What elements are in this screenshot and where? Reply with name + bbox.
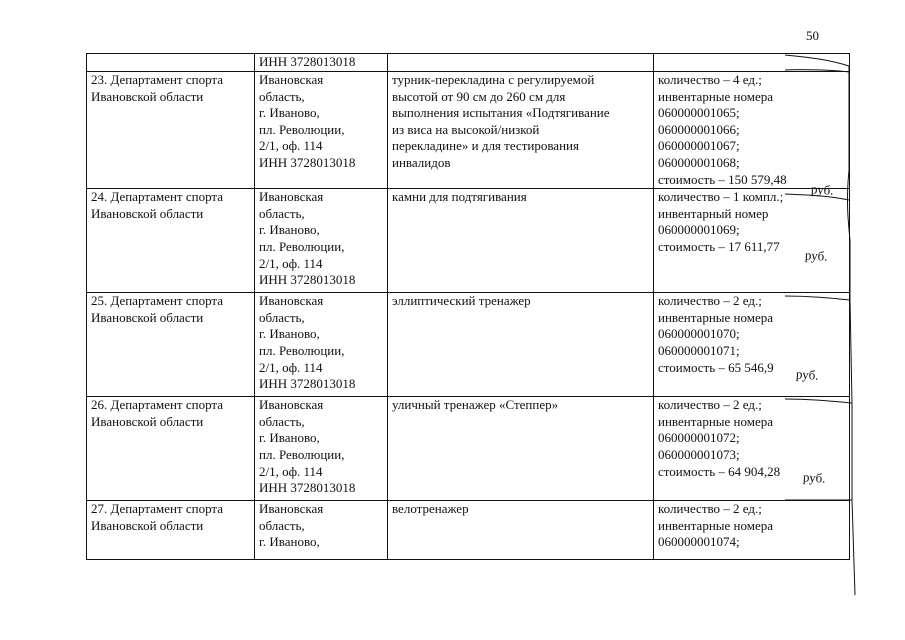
unit-label-24: руб. xyxy=(804,247,829,264)
unit-label-23: руб. xyxy=(810,181,835,198)
recipient-cell xyxy=(87,54,255,72)
details-cell: количество – 1 компл.; инвентарный номер 060000001069; стоимость – 17 611,77 xyxy=(654,189,850,293)
recipient-cell: 23. Департамент спорта Ивановской области xyxy=(87,72,255,189)
unit-label-25: руб. xyxy=(795,366,820,383)
page-number: 50 xyxy=(806,28,819,43)
item-cell: турник-перекладина с регулируемой высотой от 90 см до 260 см для выполнения испытания «Подтягивание из виса на высокой/низкой перекладине» и для тестирования инвалидов xyxy=(388,72,654,189)
property-transfer-table xyxy=(86,53,850,560)
details-cell: количество – 2 ед.; инвентарные номера 060000001072; 060000001073; стоимость – 64 904,28 xyxy=(654,397,850,501)
table-row-26 xyxy=(87,397,850,501)
address-cell: Ивановская область, г. Иваново, пл. Революции, 2/1, оф. 114 ИНН 3728013018 xyxy=(255,397,388,501)
address-cell: Ивановская область, г. Иваново, пл. Революции, 2/1, оф. 114 ИНН 3728013018 xyxy=(255,189,388,293)
item-cell: велотренажер xyxy=(388,501,654,560)
table-row-25 xyxy=(87,293,850,397)
address-cell: Ивановская область, г. Иваново, пл. Революции, 2/1, оф. 114 ИНН 3728013018 xyxy=(255,72,388,189)
item-cell: эллиптический тренажер xyxy=(388,293,654,397)
item-cell: уличный тренажер «Степпер» xyxy=(388,397,654,501)
address-cell: ИНН 3728013018 xyxy=(255,54,388,72)
table-row-23 xyxy=(87,72,850,189)
item-cell: камни для подтягивания xyxy=(388,189,654,293)
table-row-24 xyxy=(87,189,850,293)
address-cell: Ивановская область, г. Иваново, пл. Революции, 2/1, оф. 114 ИНН 3728013018 xyxy=(255,293,388,397)
table-row-27 xyxy=(87,501,850,560)
table-row-continuation xyxy=(87,54,850,72)
details-cell: количество – 2 ед.; инвентарные номера 060000001074; xyxy=(654,501,850,560)
item-cell xyxy=(388,54,654,72)
details-cell: количество – 4 ед.; инвентарные номера 060000001065; 060000001066; 060000001067; 060000001068; стоимость – 150 579,48 xyxy=(654,72,850,189)
recipient-cell: 26. Департамент спорта Ивановской области xyxy=(87,397,255,501)
recipient-cell: 24. Департамент спорта Ивановской области xyxy=(87,189,255,293)
recipient-cell: 27. Департамент спорта Ивановской области xyxy=(87,501,255,560)
recipient-cell: 25. Департамент спорта Ивановской области xyxy=(87,293,255,397)
unit-label-26: руб. xyxy=(802,469,827,486)
details-cell: количество – 2 ед.; инвентарные номера 060000001070; 060000001071; стоимость – 65 546,9 xyxy=(654,293,850,397)
address-cell: Ивановская область, г. Иваново, xyxy=(255,501,388,560)
details-cell xyxy=(654,54,850,72)
